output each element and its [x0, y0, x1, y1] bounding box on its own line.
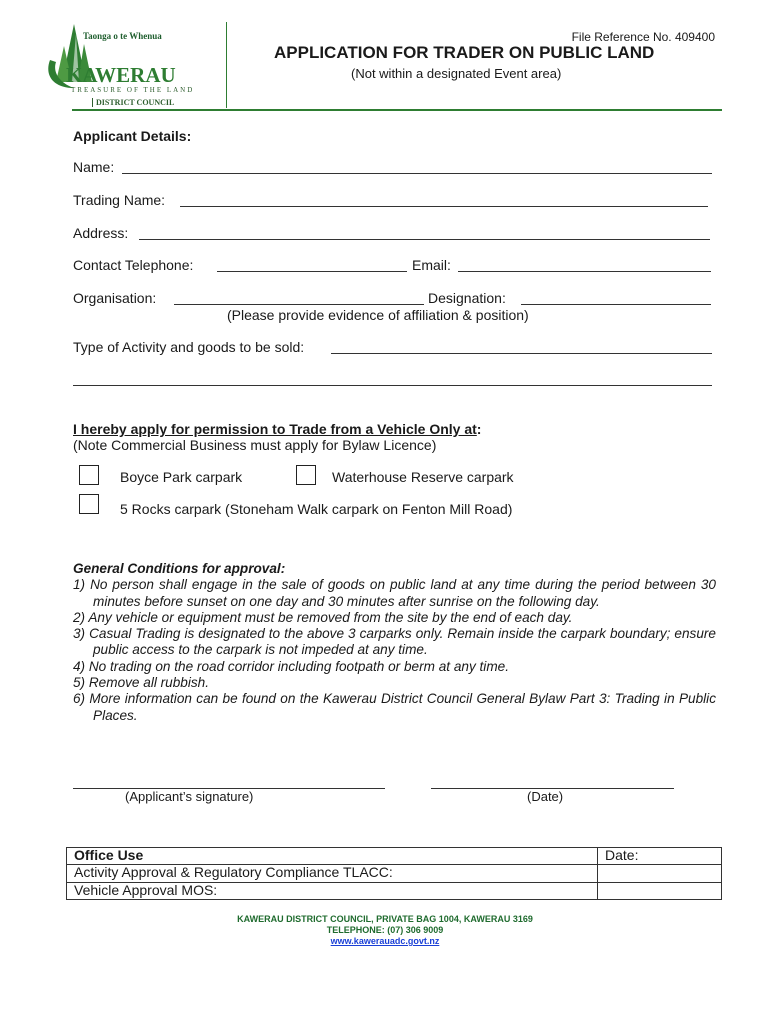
vehicle-approval-row: Vehicle Approval MOS: — [67, 882, 598, 899]
footer — [0, 914, 770, 947]
email-label: Email: — [412, 257, 451, 273]
logo-subtitle: TREASURE OF THE LAND — [71, 86, 195, 94]
name-field[interactable] — [122, 173, 712, 174]
boyce-park-checkbox[interactable] — [79, 465, 99, 485]
page-title: APPLICATION FOR TRADER ON PUBLIC LAND — [274, 43, 655, 62]
activity-approval-date[interactable] — [598, 865, 722, 882]
footer-telephone: TELEPHONE: (07) 306 9009 — [326, 925, 444, 935]
office-use-table — [66, 847, 722, 900]
footer-website-link[interactable]: www.kawerauadc.govt.nz — [330, 936, 440, 946]
logo-tagline: Taonga o te Whenua — [83, 31, 162, 41]
header-vertical-divider — [226, 22, 227, 108]
footer-address: KAWERAU DISTRICT COUNCIL, PRIVATE BAG 1004, KAWERAU 3169 — [237, 914, 533, 924]
five-rocks-checkbox[interactable] — [79, 494, 99, 514]
office-use-title: Office Use — [67, 848, 598, 865]
designation-field[interactable] — [521, 304, 711, 305]
condition-item: 4) No trading on the road corridor including footpath or berm at any time. — [73, 658, 509, 674]
date-label: (Date) — [527, 789, 564, 804]
boyce-park-label: Boyce Park carpark — [120, 469, 243, 485]
trading-name-label: Trading Name: — [73, 192, 166, 208]
applicant-details-heading: Applicant Details: — [73, 128, 192, 144]
header-horizontal-divider — [72, 109, 722, 111]
condition-item: 3) Casual Trading is designated to the above 3 carparks only. Remain inside the carpark boundary; ensure public access to the carpark is not impeded at any time. — [73, 626, 716, 658]
office-date-label: Date: — [598, 848, 722, 865]
conditions-title: General Conditions for approval: — [73, 561, 286, 576]
vehicle-heading-colon: : — [476, 421, 482, 437]
affiliation-note: (Please provide evidence of affiliation & position) — [227, 307, 529, 323]
file-reference: File Reference No. 409400 — [571, 30, 715, 44]
vehicle-approval-date[interactable] — [598, 882, 722, 899]
five-rocks-label: 5 Rocks carpark (Stoneham Walk carpark on Fenton Mill Road) — [120, 501, 513, 517]
condition-item: 1) No person shall engage in the sale of goods on public land at any time during the period between 30 minutes before sunset on one day and 30 minutes after sunrise on the following day. — [73, 577, 716, 609]
conditions-list — [73, 577, 716, 724]
logo-name: KAWERAU — [66, 63, 176, 87]
activity-approval-row: Activity Approval & Regulatory Compliance TLACC: — [67, 865, 598, 882]
designation-label: Designation: — [428, 290, 506, 306]
activity-label: Type of Activity and goods to be sold: — [73, 339, 305, 355]
applicant-signature-label: (Applicant’s signature) — [125, 789, 254, 804]
name-label: Name: — [73, 159, 115, 175]
vehicle-heading-text: I hereby apply for permission to Trade from a Vehicle Only at — [73, 421, 477, 437]
activity-field-continued[interactable] — [73, 385, 712, 386]
waterhouse-reserve-label: Waterhouse Reserve carpark — [332, 469, 514, 485]
logo-council: DISTRICT COUNCIL — [92, 98, 174, 107]
page-subtitle: (Not within a designated Event area) — [351, 66, 562, 81]
activity-field[interactable] — [331, 353, 712, 354]
general-conditions — [73, 561, 716, 724]
organisation-field[interactable] — [174, 304, 424, 305]
vehicle-heading — [73, 421, 481, 437]
email-field[interactable] — [458, 271, 711, 272]
condition-item: 2) Any vehicle or equipment must be removed from the site by the end of each day. — [73, 609, 573, 625]
address-field[interactable] — [139, 239, 710, 240]
condition-item: 6) More information can be found on the Kawerau District Council General Bylaw Part 3: Trading in Public Places. — [73, 691, 716, 723]
vehicle-note: (Note Commercial Business must apply for Bylaw Licence) — [73, 437, 437, 453]
telephone-field[interactable] — [217, 271, 407, 272]
address-label: Address: — [73, 225, 129, 241]
telephone-label: Contact Telephone: — [73, 257, 194, 273]
trading-name-field[interactable] — [180, 206, 708, 207]
waterhouse-reserve-checkbox[interactable] — [296, 465, 316, 485]
organisation-label: Organisation: — [73, 290, 157, 306]
condition-item: 5) Remove all rubbish. — [73, 675, 209, 691]
